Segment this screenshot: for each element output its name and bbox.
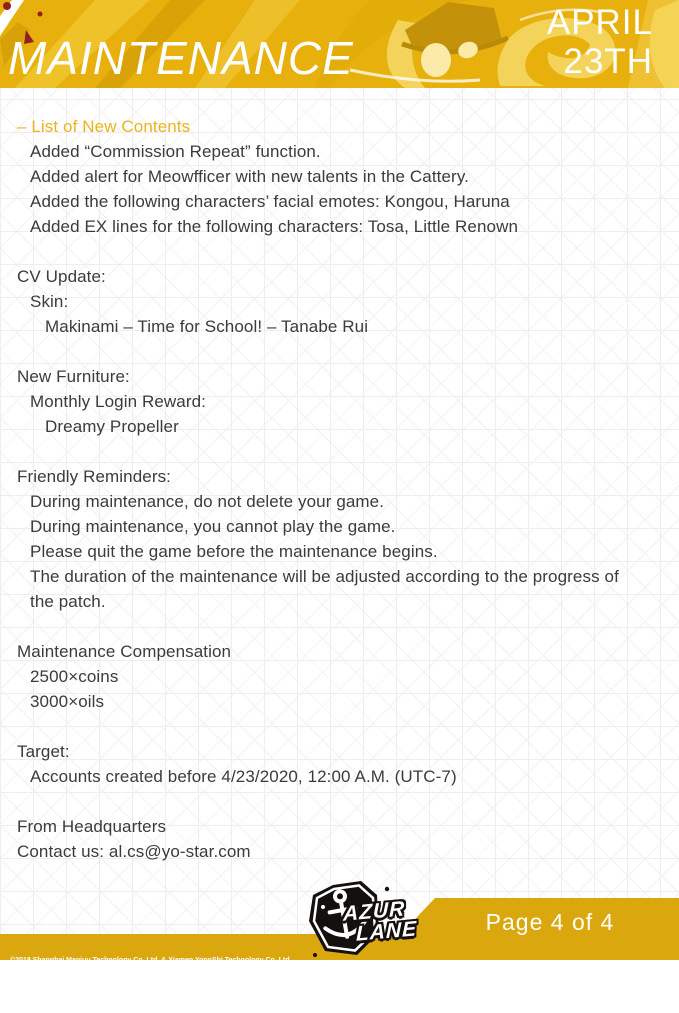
notice-line: Added the following characters’ facial emotes: Kongou, Haruna [30,192,510,211]
notice-line: Friendly Reminders: [17,467,172,486]
notice-line: Contact us: al.cs@yo-star.com [17,842,251,861]
copyright-line-1: ©2018 Shanghai Manjuu Technology Co.,Ltd & Xiamen YongShi Technology Co.,Ltd. [10,957,292,964]
notice-line: 2500×coins [30,667,119,686]
header-date [547,3,653,81]
logo-word-lane: LANE [355,917,418,946]
notice-line: New Furniture: [17,367,130,386]
notice-line: Maintenance Compensation [17,642,232,661]
header-date-day: 23TH [563,42,653,81]
azur-lane-logo [303,881,418,960]
copyright-text [10,937,292,1013]
notice-section [0,639,679,714]
notice-line: 3000×oils [30,692,105,711]
notice-section [0,739,679,789]
notice-sections [0,114,679,864]
notice-line: During maintenance, you cannot play the game. [30,517,396,536]
notice-line: CV Update: [17,267,106,286]
notice-line: Added alert for Meowfficer with new talents in the Cattery. [30,167,469,186]
header-banner [0,0,679,88]
notice-line: Please quit the game before the maintenance begins. [30,542,438,561]
notice-line: Added “Commission Repeat” function. [30,142,321,161]
notice-line: the patch. [30,592,106,611]
notice-section [0,364,679,439]
notice-section [0,264,679,339]
notice-body [0,88,679,889]
notice-line: Accounts created before 4/23/2020, 12:00 A.M. (UTC-7) [30,767,457,786]
logo-word-azur: AZUR [342,897,406,926]
notice-section [0,464,679,614]
notice-line: Dreamy Propeller [45,417,179,436]
notice-line: Skin: [30,292,69,311]
copyright-line-2: ©2018 Shanghai Yostar Co., Ltd. [10,985,118,993]
notice-line: Makinami – Time for School! – Tanabe Rui [45,317,369,336]
page-number-label: Page 4 of 4 [485,909,615,935]
section-heading: – List of New Contents [17,117,191,136]
page-title: MAINTENANCE [8,32,354,84]
notice-line: Target: [17,742,70,761]
notice-line: Monthly Login Reward: [30,392,206,411]
notice-section [0,114,679,239]
notice-line: Added EX lines for the following characters: Tosa, Little Renown [30,217,519,236]
notice-line: The duration of the maintenance will be adjusted according to the progress of [30,567,619,586]
header-date-month: APRIL [546,3,653,42]
notice-line: During maintenance, do not delete your game. [30,492,385,511]
notice-section [0,814,679,864]
notice-line: From Headquarters [17,817,167,836]
